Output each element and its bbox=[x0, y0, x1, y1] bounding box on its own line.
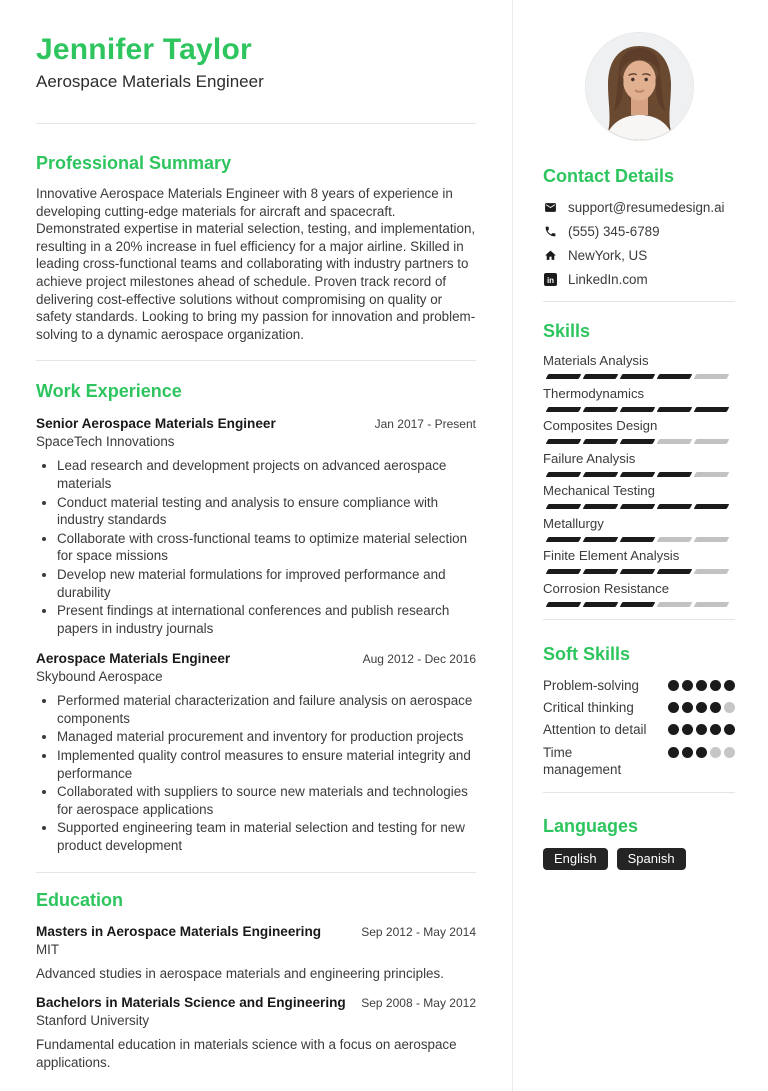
skill-level-segment bbox=[657, 602, 693, 607]
job-company: SpaceTech Innovations bbox=[36, 434, 175, 450]
job-bullet: • Present findings at international conferences and publish research papers in industry journals bbox=[57, 602, 476, 637]
rating-dot bbox=[710, 724, 721, 735]
contact-item bbox=[543, 248, 735, 263]
skill-level-segment bbox=[694, 504, 730, 509]
degree-dates: Sep 2012 - May 2014 bbox=[361, 924, 476, 939]
rating-dot bbox=[682, 680, 693, 691]
degree-title: Bachelors in Materials Science and Engineering bbox=[36, 995, 346, 1011]
summary-divider bbox=[36, 360, 476, 361]
skill-level-segment bbox=[657, 537, 693, 542]
rating-dot bbox=[724, 747, 735, 758]
skill-level-bar bbox=[547, 602, 733, 607]
job-dates: Aug 2012 - Dec 2016 bbox=[362, 652, 476, 667]
skills-list bbox=[543, 353, 735, 607]
contact-divider bbox=[543, 301, 735, 302]
skill-level-segment bbox=[583, 374, 619, 379]
soft-skill-name: Time management bbox=[543, 744, 622, 778]
rating-dot bbox=[696, 702, 707, 713]
experience-heading: Work Experience bbox=[36, 381, 182, 402]
skill-level-bar bbox=[547, 374, 733, 379]
soft-skill-rating bbox=[668, 677, 735, 694]
experience-divider bbox=[36, 872, 476, 873]
skill-level-segment bbox=[620, 537, 656, 542]
school-name: Stanford University bbox=[36, 1013, 150, 1029]
degree-description: Advanced studies in aerospace materials and engineering principles. bbox=[36, 965, 444, 981]
skill-level-segment bbox=[694, 602, 730, 607]
contact-item bbox=[543, 224, 735, 239]
education-heading: Education bbox=[36, 889, 124, 910]
soft-skill-name: Problem-solving bbox=[543, 677, 640, 693]
avatar-portrait-graphic bbox=[586, 33, 693, 140]
job-bullet: • Collaborated with suppliers to source new materials and technologies for aerospace applications bbox=[57, 783, 476, 818]
contact-text: NewYork, US bbox=[568, 248, 648, 263]
job-dates: Jan 2017 - Present bbox=[374, 417, 476, 432]
soft-skills-list bbox=[543, 677, 735, 779]
skill-level-bar bbox=[547, 537, 733, 542]
language-badge: Spanish bbox=[617, 848, 686, 870]
language-badge: English bbox=[543, 848, 608, 870]
job-bullet: • Performed material characterization and failure analysis on aerospace components bbox=[57, 692, 476, 727]
skill-level-segment bbox=[620, 504, 656, 509]
skill-name: Corrosion Resistance bbox=[543, 580, 670, 596]
soft-skills-heading: Soft Skills bbox=[543, 643, 631, 664]
education-list bbox=[36, 923, 476, 1072]
skill-level-segment bbox=[694, 439, 730, 444]
rating-dot bbox=[710, 747, 721, 758]
skill-level-segment bbox=[657, 472, 693, 477]
skill-name: Failure Analysis bbox=[543, 450, 636, 466]
skill-item bbox=[543, 516, 735, 542]
skill-level-segment bbox=[546, 537, 582, 542]
skill-name: Materials Analysis bbox=[543, 353, 649, 368]
contact-text: LinkedIn.com bbox=[568, 272, 648, 287]
skill-name: Finite Element Analysis bbox=[543, 548, 680, 563]
linkedin-icon bbox=[543, 273, 557, 287]
resume-header bbox=[36, 33, 476, 92]
skill-item bbox=[543, 451, 735, 477]
person-job-title: Aerospace Materials Engineer bbox=[36, 72, 264, 91]
skill-level-segment bbox=[694, 407, 730, 412]
education-section bbox=[36, 890, 476, 1072]
skill-level-segment bbox=[583, 439, 619, 444]
contact-text: (555) 345-6789 bbox=[568, 224, 660, 239]
job-header bbox=[36, 650, 476, 667]
education-entry bbox=[36, 923, 476, 983]
rating-dot bbox=[724, 680, 735, 691]
contact-text: support@resumedesign.ai bbox=[568, 200, 725, 215]
rating-dot bbox=[696, 724, 707, 735]
skill-level-segment bbox=[546, 472, 582, 477]
skill-level-segment bbox=[583, 472, 619, 477]
soft-skill-name: Attention to detail bbox=[543, 722, 647, 738]
skill-level-segment bbox=[583, 602, 619, 607]
education-entry bbox=[36, 994, 476, 1071]
contact-heading: Contact Details bbox=[543, 166, 675, 186]
soft-skill-rating bbox=[668, 744, 735, 779]
rating-dot bbox=[710, 702, 721, 713]
skill-name: Metallurgy bbox=[543, 515, 604, 531]
job-bullet: • Implemented quality control measures to ensure material integrity and performance bbox=[57, 747, 476, 782]
skill-level-segment bbox=[583, 537, 619, 542]
skill-name: Thermodynamics bbox=[543, 385, 645, 401]
contact-list bbox=[543, 200, 735, 287]
skill-item bbox=[543, 548, 735, 574]
skill-level-segment bbox=[546, 439, 582, 444]
skill-level-segment bbox=[620, 472, 656, 477]
skill-level-segment bbox=[546, 374, 582, 379]
skill-level-segment bbox=[694, 537, 730, 542]
svg-text:in: in bbox=[546, 275, 554, 285]
skills-heading: Skills bbox=[543, 321, 591, 341]
rating-dot bbox=[696, 747, 707, 758]
rating-dot bbox=[724, 702, 735, 713]
education-header bbox=[36, 923, 476, 940]
skill-level-bar bbox=[547, 407, 733, 412]
skill-level-segment bbox=[657, 374, 693, 379]
job-bullet: • Develop new material formulations for improved performance and durability bbox=[57, 566, 476, 601]
skill-level-segment bbox=[657, 439, 693, 444]
soft-skill-item bbox=[543, 744, 735, 779]
rating-dot bbox=[724, 724, 735, 735]
skill-level-segment bbox=[546, 602, 582, 607]
job-entry bbox=[36, 650, 476, 854]
skill-name: Mechanical Testing bbox=[543, 483, 655, 498]
skill-level-segment bbox=[620, 602, 656, 607]
skill-level-segment bbox=[620, 569, 656, 574]
rating-dot bbox=[682, 702, 693, 713]
avatar bbox=[586, 33, 693, 140]
summary-section bbox=[36, 153, 476, 343]
home-icon bbox=[543, 249, 557, 263]
degree-dates: Sep 2008 - May 2012 bbox=[361, 996, 476, 1011]
rating-dot bbox=[682, 747, 693, 758]
languages-list bbox=[543, 848, 735, 870]
job-bullet: • Conduct material testing and analysis to ensure compliance with industry standards bbox=[57, 494, 476, 529]
skill-level-segment bbox=[620, 407, 656, 412]
skill-level-bar bbox=[547, 439, 733, 444]
job-bullet-list bbox=[36, 457, 476, 637]
contact-item bbox=[543, 200, 735, 215]
rating-dot bbox=[682, 724, 693, 735]
soft-skill-rating bbox=[668, 699, 735, 716]
job-bullet: • Lead research and development projects on advanced aerospace materials bbox=[57, 457, 476, 492]
soft-skills-divider bbox=[543, 792, 735, 793]
skill-level-segment bbox=[583, 407, 619, 412]
job-bullet: • Managed material procurement and inventory for production projects bbox=[57, 728, 476, 746]
soft-skill-name: Critical thinking bbox=[543, 699, 634, 715]
skill-level-segment bbox=[546, 407, 582, 412]
soft-skill-item bbox=[543, 721, 735, 738]
skill-level-segment bbox=[583, 504, 619, 509]
skill-level-segment bbox=[620, 374, 656, 379]
soft-skill-item bbox=[543, 677, 735, 694]
contact-item bbox=[543, 272, 735, 287]
skill-level-segment bbox=[657, 407, 693, 412]
skill-level-segment bbox=[546, 569, 582, 574]
skill-level-bar bbox=[547, 472, 733, 477]
skill-level-segment bbox=[546, 504, 582, 509]
summary-heading: Professional Summary bbox=[36, 153, 232, 173]
phone-icon bbox=[543, 225, 557, 239]
rating-dot bbox=[668, 724, 679, 735]
skill-item bbox=[543, 581, 735, 607]
summary-text: Innovative Aerospace Materials Engineer with 8 years of experience in developing cutting-edge materials for aircraft and spacecraft. Demonstrated expertise in material selection, testing, and implementation, resulting in a 20% increase in fuel efficiency for a major airline. Skilled in leading cross-functional teams and collaborating with industry partners to achieve project milestones ahead of schedule. Proven track record of delivering cost-effective solutions without compromising on quality or safety standards. Looking to bring my passion for innovation and problem-solving to a dynamic aerospace organization. bbox=[36, 186, 476, 342]
rating-dot bbox=[696, 680, 707, 691]
header-divider bbox=[36, 123, 476, 124]
job-title: Aerospace Materials Engineer bbox=[36, 651, 231, 667]
soft-skill-rating bbox=[668, 721, 735, 738]
skill-level-segment bbox=[694, 569, 730, 574]
job-title: Senior Aerospace Materials Engineer bbox=[36, 416, 276, 432]
job-bullet-list bbox=[36, 692, 476, 854]
rating-dot bbox=[668, 680, 679, 691]
skill-level-segment bbox=[620, 439, 656, 444]
email-icon bbox=[543, 201, 557, 215]
skill-level-bar bbox=[547, 569, 733, 574]
skill-level-segment bbox=[657, 569, 693, 574]
soft-skill-item bbox=[543, 699, 735, 716]
skill-level-segment bbox=[583, 569, 619, 574]
jobs-list bbox=[36, 415, 476, 854]
rating-dot bbox=[668, 747, 679, 758]
sidebar bbox=[512, 0, 768, 1091]
rating-dot bbox=[668, 702, 679, 713]
job-header bbox=[36, 415, 476, 432]
rating-dot bbox=[710, 680, 721, 691]
job-entry bbox=[36, 415, 476, 637]
job-company: Skybound Aerospace bbox=[36, 669, 163, 685]
skill-level-segment bbox=[657, 504, 693, 509]
skill-item bbox=[543, 386, 735, 412]
skill-level-bar bbox=[547, 504, 733, 509]
skill-level-segment bbox=[694, 472, 730, 477]
languages-heading: Languages bbox=[543, 815, 639, 836]
job-bullet: • Collaborate with cross-functional teams to optimize material selection for space missions bbox=[57, 530, 476, 565]
skill-name: Composites Design bbox=[543, 418, 658, 433]
experience-section bbox=[36, 381, 476, 854]
skill-item bbox=[543, 483, 735, 509]
school-name: MIT bbox=[36, 941, 60, 957]
person-name: Jennifer Taylor bbox=[36, 33, 252, 66]
degree-description: Fundamental education in materials science with a focus on aerospace applications. bbox=[36, 1037, 457, 1070]
job-bullet: • Supported engineering team in material selection and testing for new product development bbox=[57, 819, 476, 854]
skill-item bbox=[543, 353, 735, 379]
skill-item bbox=[543, 418, 735, 444]
skills-divider bbox=[543, 619, 735, 620]
degree-title: Masters in Aerospace Materials Engineering bbox=[36, 923, 322, 939]
skill-level-segment bbox=[694, 374, 730, 379]
education-header bbox=[36, 994, 476, 1011]
